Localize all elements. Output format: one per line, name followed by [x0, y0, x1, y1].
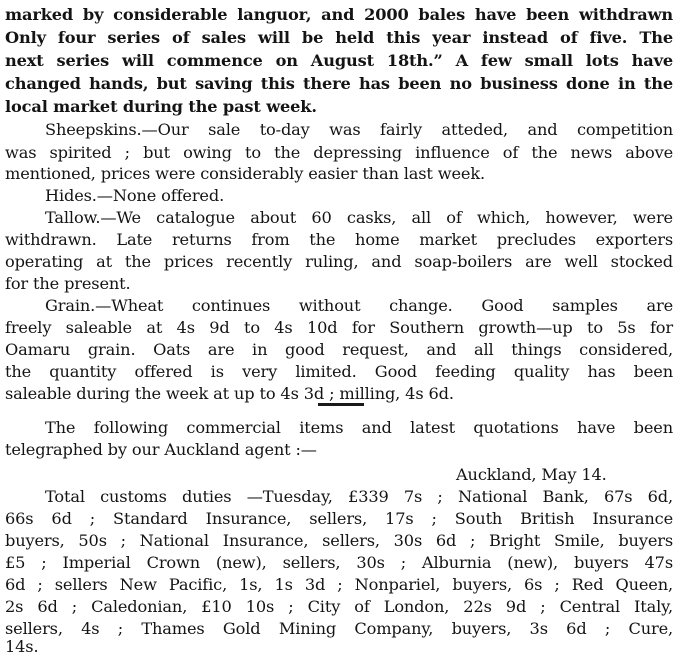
dateline: Auckland, May 14. — [456, 465, 607, 484]
text-line: 2s 6d ; Caledonian, £10 10s ; City of London, 22s 9d ; Central Italy, — [5, 597, 673, 616]
text-line: Hides.—None offered. — [45, 186, 225, 205]
text-line: 6d ; sellers New Pacific, 1s, 1s 3d ; Nonpariel, buyers, 6s ; Red Queen, — [5, 575, 673, 594]
text-line: buyers, 50s ; National Insurance, sellers, 30s 6d ; Bright Smile, buyers — [5, 531, 673, 550]
text-line: next series will commence on August 18th.” A few small lots have — [5, 51, 673, 70]
text-line: Only four series of sales will be held this year instead of five. The — [5, 28, 673, 47]
text-line: The following commercial items and latest quotations have been — [45, 418, 673, 437]
text-line: for the present. — [5, 274, 131, 293]
text-line: the quantity offered is very limited. Good feeding quality has been — [5, 362, 673, 381]
text-line: telegraphed by our Auckland agent :— — [5, 440, 317, 459]
text-line: sellers, 4s ; Thames Gold Mining Company, buyers, 3s 6d ; Cure, — [5, 619, 673, 638]
text-line: 14s. — [5, 637, 39, 656]
text-line: Oamaru grain. Oats are in good request, and all things considered, — [5, 340, 673, 359]
text-line: marked by considerable languor, and 2000 bales have been withdrawn — [5, 5, 673, 24]
text-line: saleable during the week at up to 4s 3d ; milling, 4s 6d. — [5, 384, 454, 403]
text-line: changed hands, but saving this there has been no business done in the — [5, 74, 673, 93]
text-line: 66s 6d ; Standard Insurance, sellers, 17s ; South British Insurance — [5, 509, 673, 528]
text-line: freely saleable at 4s 9d to 4s 10d for Southern growth—up to 5s for — [5, 318, 673, 337]
text-line: operating at the prices recently ruling, and soap-boilers are well stocked — [5, 252, 673, 271]
section-divider — [318, 403, 364, 406]
text-line: Grain.—Wheat continues without change. Good samples are — [45, 296, 673, 315]
text-line: Sheepskins.—Our sale to-day was fairly atteded, and competition — [45, 120, 673, 139]
text-line: was spirited ; but owing to the depressing influence of the news above — [5, 143, 673, 162]
text-line: withdrawn. Late returns from the home market precludes exporters — [5, 230, 673, 249]
text-line: mentioned, prices were considerably easier than last week. — [5, 164, 485, 183]
text-line: Total customs duties —Tuesday, £339 7s ; National Bank, 67s 6d, — [45, 487, 673, 506]
text-line: local market during the past week. — [5, 97, 317, 116]
text-line: Tallow.—We catalogue about 60 casks, all of which, however, were — [45, 208, 673, 227]
text-line: £5 ; Imperial Crown (new), sellers, 30s ; Alburnia (new), buyers 47s — [5, 553, 673, 572]
